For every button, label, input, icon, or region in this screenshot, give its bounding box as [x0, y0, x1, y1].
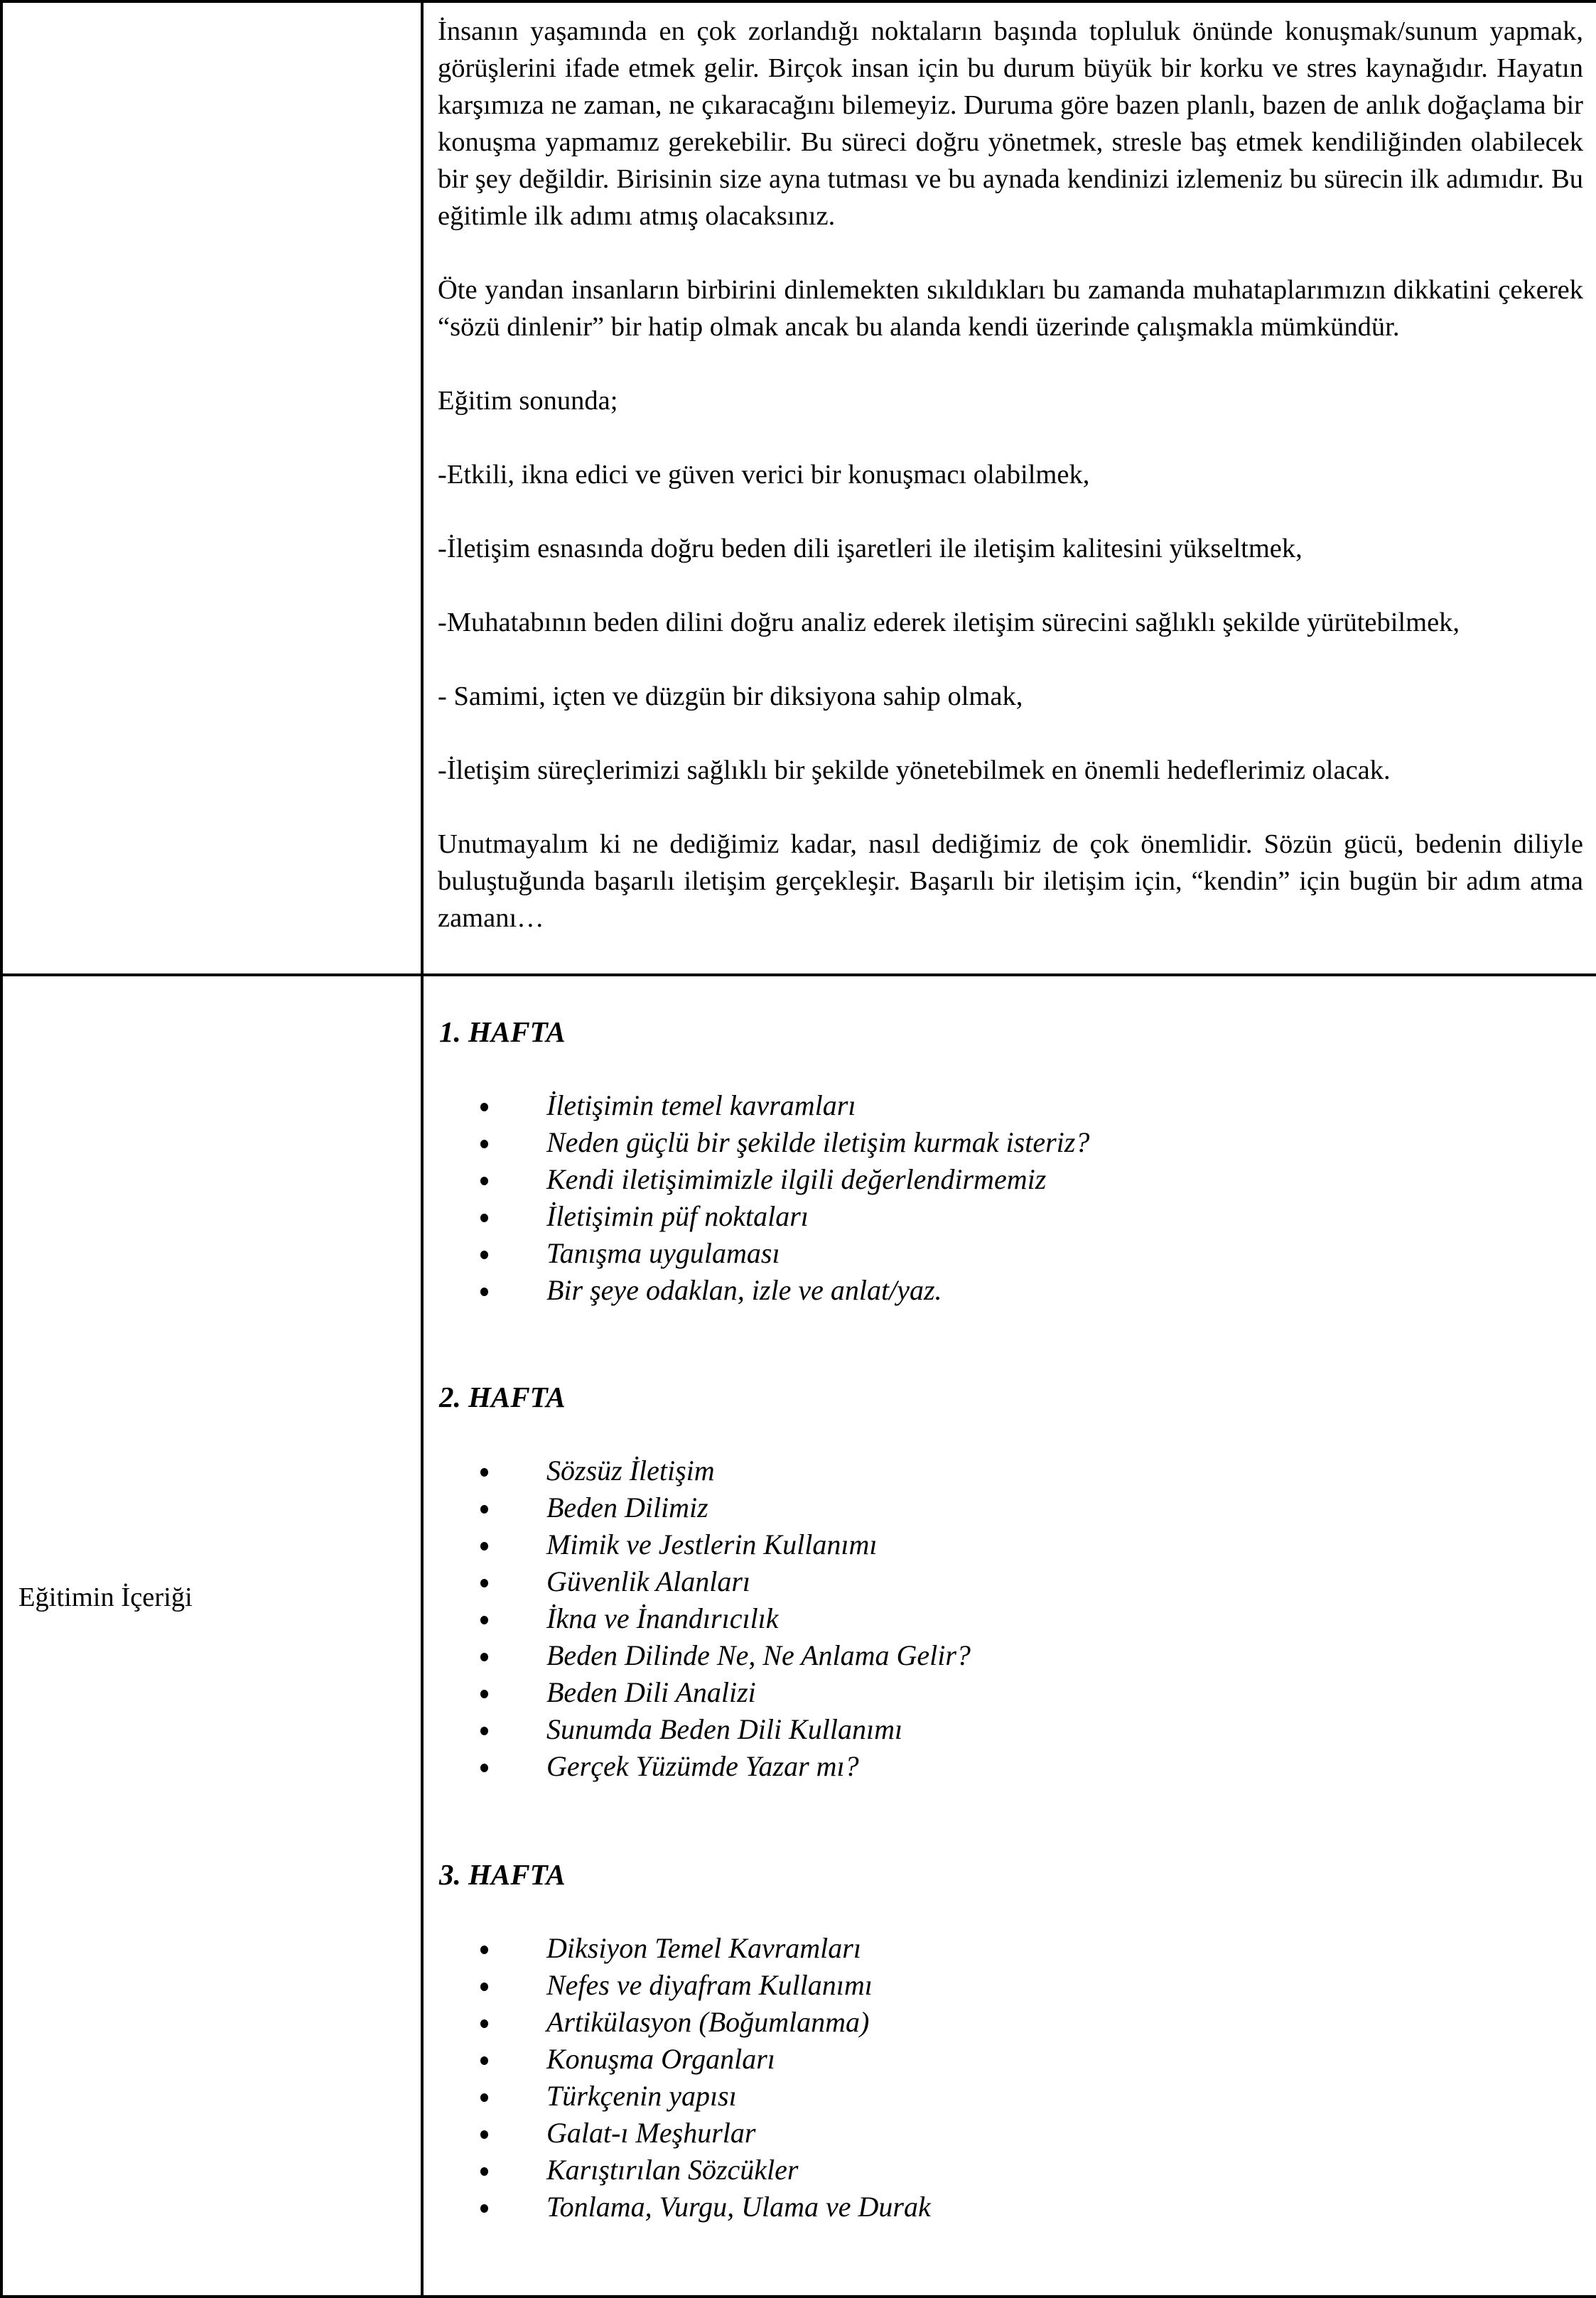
bullet-icon	[480, 1140, 488, 1148]
topic-text: Kendi iletişimimizle ilgili değerlendirmemiz	[546, 1163, 1047, 1195]
intro-paragraph: Eğitim sonunda;	[438, 386, 618, 416]
topic-item	[480, 1087, 1582, 1124]
bullet-icon	[480, 1251, 488, 1259]
bullet-icon	[480, 1288, 488, 1296]
topic-text: Artikülasyon (Boğumlanma)	[546, 2006, 870, 2038]
topic-text: İkna ve İnandırıcılık	[546, 1602, 779, 1634]
topic-item	[480, 1124, 1582, 1161]
week-title: 2. HAFTA	[439, 1381, 566, 1413]
topic-item	[480, 2152, 1582, 2189]
topic-text: Diksiyon Temel Kavramları	[546, 1932, 861, 1964]
bullet-icon	[480, 2056, 488, 2065]
topic-text: Nefes ve diyafram Kullanımı	[546, 1969, 873, 2001]
goal-item: - Samimi, içten ve düzgün bir diksiyona sahip olmak,	[438, 681, 1023, 711]
topic-item	[480, 1235, 1582, 1272]
bullet-icon	[480, 1542, 488, 1550]
topic-item	[480, 1452, 1582, 1489]
topic-item	[480, 1526, 1582, 1563]
bullet-icon	[480, 1214, 488, 1222]
topic-item	[480, 2041, 1582, 2078]
intro-text	[424, 3, 1596, 937]
topic-item	[480, 1563, 1582, 1600]
bullet-icon	[480, 1653, 488, 1661]
content-weeks-cell	[422, 975, 1596, 2297]
week-topics	[439, 1087, 1582, 1309]
week-2	[439, 1379, 1582, 1785]
intro-paragraph: İnsanın yaşamında en çok zorlandığı noktaların başında topluluk önünde konuşmak/sunum yapmak, görüşlerini ifade etmek gelir. Birçok insan için bu durum büyük bir korku ve stres kaynağıdır. Hayatın karşımıza ne zaman, ne çıkaracağını bilemeyiz. Duruma göre bazen planlı, bazen de anlık doğaçlama bir konuşma yapmamız gerekebilir. Bu süreci doğru yönetmek, stresle baş etmek kendiliğinden olabilecek bir şey değildir. Birisinin size ayna tutması ve bu aynada kendinizi izlemeniz bu sürecin ilk adımıdır. Bu eğitimle ilk adımı atmış olacaksınız.	[438, 16, 1583, 231]
topic-text: Gerçek Yüzümde Yazar mı?	[546, 1750, 859, 1782]
intro-label-cell	[1, 1, 422, 975]
topic-item	[480, 1198, 1582, 1235]
topic-text: Tonlama, Vurgu, Ulama ve Durak	[546, 2191, 931, 2223]
week-3	[439, 1856, 1582, 2226]
bullet-icon	[480, 1946, 488, 1954]
goal-item: -İletişim esnasında doğru beden dili işaretleri ile iletişim kalitesini yükseltmek,	[438, 534, 1303, 563]
bullet-icon	[480, 1505, 488, 1514]
week-topics	[439, 1930, 1582, 2226]
intro-content-cell	[422, 1, 1596, 975]
topic-text: Neden güçlü bir şekilde iletişim kurmak isteriz?	[546, 1126, 1090, 1158]
topic-text: Sözsüz İletişim	[546, 1455, 715, 1487]
goal-item: -Etkili, ikna edici ve güven verici bir konuşmacı olabilmek,	[438, 460, 1090, 490]
topic-item	[480, 1748, 1582, 1785]
topic-text: İletişimin temel kavramları	[546, 1089, 856, 1121]
topic-text: Galat-ı Meşhurlar	[546, 2117, 756, 2149]
content-label: Eğitimin İçeriği	[18, 1582, 193, 1612]
goal-item: -İletişim süreçlerimizi sağlıklı bir şekilde yönetebilmek en önemli hedeflerimiz olacak.	[438, 755, 1391, 785]
week-topics	[439, 1452, 1582, 1785]
topic-text: Beden Dilimiz	[546, 1491, 708, 1523]
topic-item	[480, 1967, 1582, 2004]
topic-item	[480, 1930, 1582, 1967]
week-title: 1. HAFTA	[439, 1015, 566, 1048]
bullet-icon	[480, 1764, 488, 1772]
topic-text: Beden Dilinde Ne, Ne Anlama Gelir?	[546, 1639, 971, 1671]
bullet-icon	[480, 1690, 488, 1698]
bullet-icon	[480, 1177, 488, 1185]
topic-text: Sunumda Beden Dili Kullanımı	[546, 1713, 903, 1745]
topic-item	[480, 2189, 1582, 2226]
topic-item	[480, 1674, 1582, 1711]
topic-text: Konuşma Organları	[546, 2043, 775, 2075]
topic-text: Türkçenin yapısı	[546, 2080, 737, 2112]
bullet-icon	[480, 1983, 488, 1991]
topic-item	[480, 2115, 1582, 2152]
topic-item	[480, 1272, 1582, 1309]
bullet-icon	[480, 2093, 488, 2102]
topic-item	[480, 1600, 1582, 1637]
table-row-intro	[1, 1, 1596, 975]
week-1	[439, 1013, 1582, 1309]
bullet-icon	[480, 2130, 488, 2139]
topic-text: Karıştırılan Sözcükler	[546, 2154, 799, 2186]
goal-item: -Muhatabının beden dilini doğru analiz ederek iletişim sürecini sağlıklı şekilde yürütebilmek,	[438, 608, 1460, 637]
weeks-list	[424, 976, 1596, 2226]
bullet-icon	[480, 1727, 488, 1735]
topic-item	[480, 1637, 1582, 1674]
week-title: 3. HAFTA	[439, 1858, 566, 1891]
topic-item	[480, 2004, 1582, 2041]
topic-text: Mimik ve Jestlerin Kullanımı	[546, 1528, 878, 1560]
bullet-icon	[480, 1579, 488, 1587]
intro-paragraph: Öte yandan insanların birbirini dinlemekten sıkıldıkları bu zamanda muhataplarımızın dikkatini çekerek “sözü dinlenir” bir hatip olmak ancak bu alanda kendi üzerinde çalışmakla mümkündür.	[438, 275, 1583, 342]
content-label-cell	[1, 975, 422, 2297]
bullet-icon	[480, 1468, 488, 1477]
bullet-icon	[480, 2019, 488, 2028]
bullet-icon	[480, 2204, 488, 2213]
topic-item	[480, 1711, 1582, 1748]
topic-text: Beden Dili Analizi	[546, 1676, 756, 1708]
bullet-icon	[480, 1103, 488, 1111]
bullet-icon	[480, 1616, 488, 1624]
topic-item	[480, 2078, 1582, 2115]
topic-text: Tanışma uygulaması	[546, 1237, 780, 1269]
topic-text: İletişimin püf noktaları	[546, 1200, 809, 1232]
topic-item	[480, 1161, 1582, 1198]
topic-text: Bir şeye odaklan, izle ve anlat/yaz.	[546, 1274, 942, 1306]
topic-item	[480, 1489, 1582, 1526]
topic-text: Güvenlik Alanları	[546, 1565, 750, 1597]
intro-paragraph: Unutmayalım ki ne dediğimiz kadar, nasıl dediğimiz de çok önemlidir. Sözün gücü, bedenin diliyle buluştuğunda başarılı iletişim gerçekleşir. Başarılı bir iletişim için, “kendin” için bugün bir adım atma zamanı…	[438, 829, 1583, 933]
table-row-content	[1, 975, 1596, 2297]
bullet-icon	[480, 2167, 488, 2176]
